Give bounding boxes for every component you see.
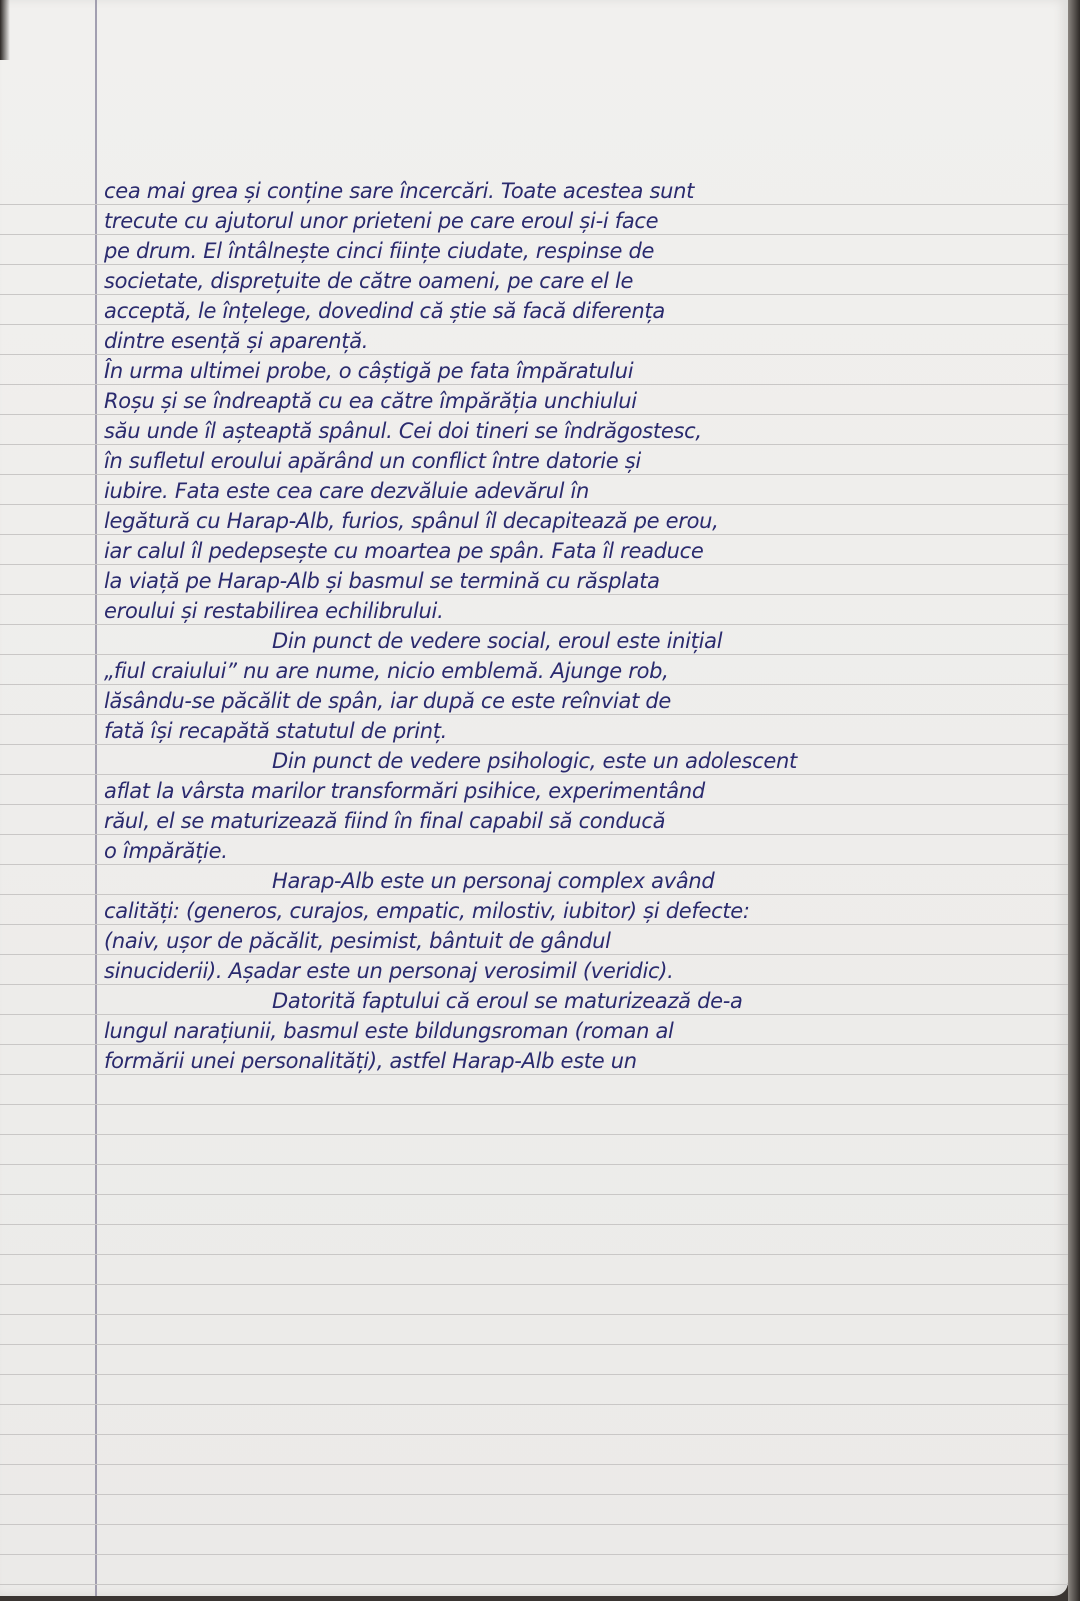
text-line: societate, disprețuite de către oameni, pe care el le [104,269,634,293]
ruled-line [0,1374,1068,1375]
text-line: calități: (generos, curajos, empatic, milostiv, iubitor) și defecte: [104,899,750,923]
handwritten-text [104,176,1004,1076]
text-line: o împărăție. [104,839,228,863]
ruled-line [0,1554,1068,1555]
text-line: iar calul îl pedepsește cu moartea pe spân. Fata îl readuce [104,539,704,563]
text-line: răul, el se maturizează fiind în final capabil să conducă [104,809,666,833]
text-line: „fiul craiului” nu are nume, nicio emblemă. Ajunge rob, [104,659,669,683]
page-corner-shadow [0,0,10,60]
text-line: cea mai grea și conține sare încercări. Toate acestea sunt [104,179,695,203]
ruled-line [0,1344,1068,1345]
text-line: dintre esență și aparență. [104,329,369,353]
text-line: aflat la vârsta marilor transformări psihice, experimentând [104,779,705,803]
ruled-line [0,1314,1068,1315]
ruled-line [0,1284,1068,1285]
margin-line [95,0,97,1596]
paragraph-start-line: Din punct de vedere psihologic, este un adolescent [272,749,797,773]
text-line: fată își recapătă statutul de prinț. [104,719,448,743]
ruled-line [0,1104,1068,1105]
ruled-line [0,1404,1068,1405]
text-line: Roșu și se îndreaptă cu ea către împărăția unchiului [104,389,637,413]
ruled-line [0,1524,1068,1525]
ruled-line [0,1254,1068,1255]
text-line: la viață pe Harap-Alb și basmul se termină cu răsplata [104,569,660,593]
paragraph-start-line: Harap-Alb este un personaj complex având [272,869,715,893]
ruled-line [0,1224,1068,1225]
text-line: pe drum. El întâlnește cinci ființe ciudate, respinse de [104,239,655,263]
ruled-line [0,1494,1068,1495]
text-line: lăsându-se păcălit de spân, iar după ce este reînviat de [104,689,672,713]
text-line: sinuciderii). Așadar este un personaj verosimil (veridic). [104,959,674,983]
paragraph-start-line: Din punct de vedere social, eroul este inițial [272,629,723,653]
text-line: trecute cu ajutorul unor prieteni pe care eroul și-i face [104,209,659,233]
text-line: lungul narațiunii, basmul este bildungsroman (roman al [104,1019,674,1043]
ruled-line [0,1164,1068,1165]
text-line: eroului și restabilirea echilibrului. [104,599,444,623]
paragraph-start-line: Datorită faptului că eroul se maturizează de-a [272,989,743,1013]
notebook-edge [1068,0,1080,1601]
ruled-line [0,1134,1068,1135]
text-line: acceptă, le înțelege, dovedind că știe să facă diferența [104,299,665,323]
text-line: iubire. Fata este cea care dezvăluie adevărul în [104,479,590,503]
text-line: în sufletul eroului apărând un conflict între datorie și [104,449,641,473]
text-line: legătură cu Harap-Alb, furios, spânul îl decapitează pe erou, [104,509,719,533]
ruled-line [0,1584,1068,1585]
text-line: său unde îl așteaptă spânul. Cei doi tineri se îndrăgostesc, [104,419,702,443]
ruled-line [0,1434,1068,1435]
ruled-line [0,1194,1068,1195]
text-line: În urma ultimei probe, o câștigă pe fata împăratului [104,359,634,383]
text-line: formării unei personalități), astfel Harap-Alb este un [104,1049,637,1073]
text-line: (naiv, ușor de păcălit, pesimist, bântuit de gândul [104,929,611,953]
ruled-line [0,1464,1068,1465]
